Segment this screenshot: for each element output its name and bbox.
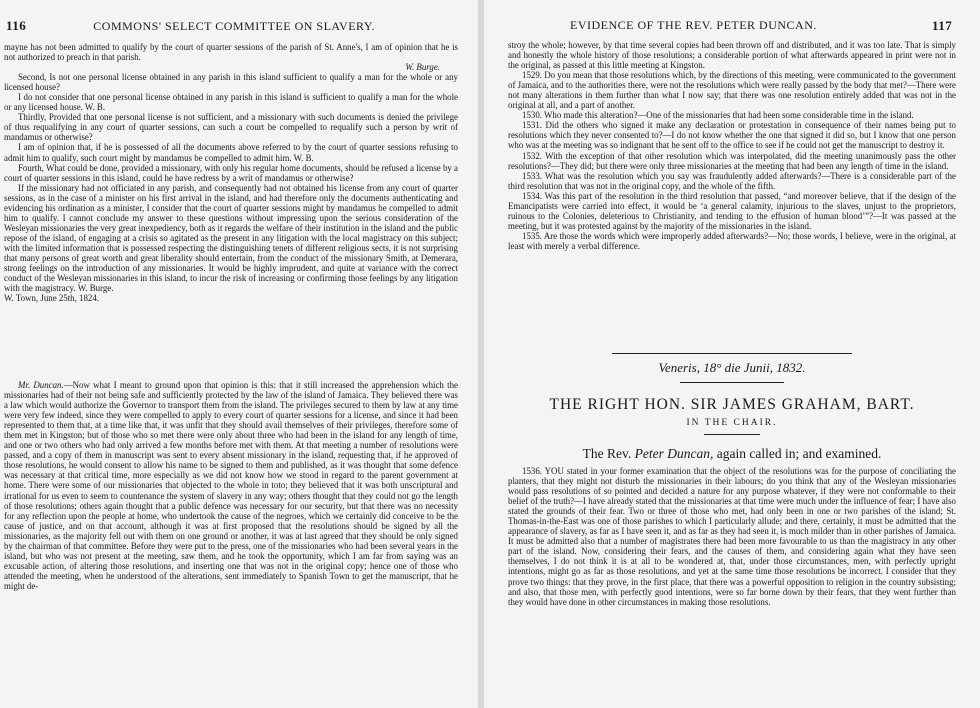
short-divider	[680, 382, 784, 383]
right-running-head: EVIDENCE OF THE REV. PETER DUNCAN.	[570, 18, 817, 32]
left-page-number: 116	[6, 18, 27, 33]
paragraph-second-question: Second, Is not one personal license obtained in any parish in this island sufficient to qualify a man for the whole or any licensed house?	[4, 72, 458, 93]
right-page	[484, 0, 980, 708]
witness-called-line	[484, 446, 980, 462]
witness-name: Peter Duncan,	[634, 446, 714, 461]
question-1531: 1531. Did the others who signed it make any declaration or protestation in consequence of their names being put to resolutions which they never consented to?—I do not know whether the one that signed it did so, but I know that one person who was at the meeting was so indignant that he sent off to the office to see if he could not get the manuscript to destroy it.	[508, 120, 956, 151]
paragraph-fourth-answer: If the missionary had not officiated in any parish, and consequently had not obtained his license from any court of quarter sessions, as in the case of a minister on his first arrival in the island, and had therefore only the documents authenticating and evidencing his ordination as a minister, I consider that the court of quarter sessions might by mandamus be compelled to admit him to qualify. I cannot conclude my answer to these questions without impressing upon the serious consideration of the Wesleyan missionaries the very great inexpediency, both as it regards the welfare of their institution in the island and the public repose of the island, of engaging at a crisis so agitated as the present in any litigation with the local magistracy on this subject; with the limited information that is possessed respecting the distinguishing tenets of different religious sects, it is not surprising that many persons of great worth and great liberality should entertain, from the conduct of the missionary Smith, at Demerara, strong feelings on the introduction of any missionaries. It would be highly imprudent, and quite at variance with the correct conduct of the Wesleyan missionaries in this island, to incur the risk of increasing or confirming those feelings by any litigation with the magistracy. W. Burge.	[4, 182, 458, 294]
paragraph-opinion-continued: mayne has not been admitted to qualify by the court of quarter sessions of the parish of St. Anne's, I am of opinion that he is not authorized to preach in that parish.	[4, 42, 458, 63]
speaker-name: Mr. Duncan.	[18, 380, 64, 390]
right-page-number: 117	[932, 18, 953, 33]
duncan-statement-block	[4, 380, 458, 591]
question-1533: 1533. What was the resolution which you say was fraudulently added afterwards?—There is a considerable part of the third resolution that was not in the original copy, and the whole of the fifth.	[508, 170, 956, 191]
question-1532: 1532. With the exception of that other resolution which was interpolated, did the meeting unanimously pass the other resolutions?—They did; but there were only three missionaries at the meeting that had been any length of time in the island.	[508, 150, 956, 171]
in-chair-label: IN THE CHAIR.	[686, 418, 778, 428]
paragraph-continued: stroy the whole; however, by that time several copies had been thrown off and distributed, and it was too late. That is simply and honestly the whole history of those resolutions; a considerable portion of what afterwards appeared in print were not in the original, as passed at this little meeting at Kingston.	[508, 40, 956, 71]
duncan-statement-text: —Now what I meant to ground upon that opinion is this: that it still increased the apprehension which the missionaries had of their not being safe and sufficiently protected by the law of the island of Jamaica. They believed there was a law which would authorize the Governor to transport them from the island. The privileges secured to them by law at any time were very few indeed, since they were compelled to apply to every court of quarter sessions for a license, and since it had been represented to them that, at a time like that, it was unfit that they should avail themselves of their privileges, therefore some of them met in Kingston; but of those who so met there were only about three who had been in the island for any length of time, and one or two others who had only arrived a few months before met with them. At that meeting a number of resolutions were passed, and a copy of them in manuscript was sent to every absent missionary in the island, requesting that, if he approved of those resolutions, he would consent to allow his name to be signed to them and published, as it was thought that some defence was necessary at that critical time, more especially as we did not know how we stood in regard to the parent government at home. There were some of our missionaries that objected to the whole in toto; they believed that it was both unscriptural and irrational for us even to seem to countenance the system of slavery in any way; others thought that they could not go the length of those resolutions; others again thought that a public defence was necessary for our security, but that there was no necessity for any reflection upon the people at home, who undertook the cause of the negroes, which we certainly did conceive to be the cause of justice, and on that account, although it was at first proposed that the resolutions should be signed by all the missionaries, as the majority fell out with them on one ground or another, it was at last agreed that they should be only signed by the chairman of that committee. Before they were put to the press, one of the missionaries who had been several years in the island, but who was not present at the meeting, saw them, and he took the opportunity, which I am far from saying was an excusable action, of altering those resolutions, and inserting one that was not in the original copy; hence one of those who attended the meeting, when he understood of the alterations, sent immediately to Spanish Town to get the manuscript, that he might de-	[4, 380, 458, 591]
duncan-statement	[4, 380, 458, 591]
paragraph-second-answer: I do not consider that one personal license obtained in any parish in this island is sufficient to qualify a man for the whole or any licensed house. W. B.	[4, 92, 458, 113]
left-page	[0, 0, 478, 708]
question-1530: 1530. Who made this alteration?—One of the missionaries that had been some considerable time in the island.	[522, 110, 914, 121]
question-1529: 1529. Do you mean that those resolutions which, by the directions of this meeting, were communicated to the government of Jamaica, and to the authorities there, were not the resolutions which were really passed by the body that met?—There were not many alterations in them further than what I now say; that there was one resolution entirely added that was not in the original at all, and a part of another.	[508, 70, 956, 111]
question-1535: 1535. Are those the words which were improperly added afterwards?—No; those words, I believe, were in the original, at least with merely a verbal difference.	[508, 230, 956, 251]
left-running-head: COMMONS' SELECT COMMITTEE ON SLAVERY.	[93, 19, 375, 33]
question-1536: 1536. YOU stated in your former examination that the object of the resolutions was for the purpose of conciliating the planters, that they might not disturb the missionaries in their labours; do you think that any of the Wesleyan missionaries would pass resolutions of so pointed and decided a nature for any purpose whatever, if they were not conformable to their belief of the truth?—I have already stated that the missionaries at that time were much under the influence of fear; I have also stated the grounds of their fear. Two or three of those who met, had only been in one or two parishes of the island; St. Thomas-in-the-East was one of those parishes to which I particularly allude; and there, certainly, it must be admitted that the appearance of slavery, as far as I have seen it, and as far as they had seen it, is much milder than in other parishes of Jamaica. It must be admitted also that a number of magistrates there had been more favourable to us than the magistracy in any other part of the island. Now, considering their fears, and the causes of them, and considering again what they have seen themselves, I do not think it is at all to be wondered at, that, under those circumstances, men, with perfectly upright intentions, might go as far as those resolutions, and yet at the same time those resolutions be incorrect. I consider that they prove two things: that they prove, in the first place, that there was a powerful opposition to religion in the country subsisting; and also, that those men, with perfectly good intentions, were so far borne down by their fears, that they went further than they would have done in other circumstances in making those resolutions.	[508, 466, 956, 607]
question-1534: 1534. Was this part of the resolution in the third resolution that passed, “and moreover believe, that if the design of the Emancipatists were carried into effect, it would be ‘a general calamity, injurious to the slaves, unjust to the proprietors, ruinous to the Colonies, deleterious to Christianity, and tending to the effusion of human blood’”?—It was passed at the meeting, but it was protested against by the majority of the missionaries in the island.	[508, 190, 956, 231]
letter-date: W. Town, June 25th, 1824.	[4, 293, 100, 304]
left-top-text-block	[4, 42, 458, 303]
signature-burge: W. Burge.	[405, 62, 440, 73]
called-prefix: The Rev.	[582, 446, 635, 461]
paragraph-fourth-question: Fourth, What could be done, provided a missionary, with only his regular home documents, should be refused a license by a court of quarter sessions in this island, could he have redress by a writ of mandamus or otherwise?	[4, 162, 458, 183]
question-1536-block	[508, 466, 956, 607]
right-running-header	[570, 18, 817, 33]
left-running-header	[6, 18, 375, 34]
right-top-text-block	[508, 40, 956, 251]
section-divider	[612, 353, 852, 354]
called-suffix: again called in; and examined.	[713, 446, 882, 461]
paragraph-third-question: Thirdly, Provided that one personal license is not sufficient, and a missionary with such documents is denied the privilege of thus requalifying in any court of quarter sessions, can such a court be compelled to requalify such a person by writ of mandamus or otherwise?	[4, 112, 458, 143]
paragraph-third-answer: I am of opinion that, if he is possessed of all the documents above referred to by the court of quarter sessions refusing to admit him to qualify, such court might by mandamus be compelled to admit him. W. B.	[4, 142, 458, 163]
chair-divider	[704, 434, 760, 435]
session-title: THE RIGHT HON. SIR JAMES GRAHAM, BART.	[549, 396, 915, 413]
session-day: Veneris, 18° die Junii, 1832.	[658, 360, 806, 375]
